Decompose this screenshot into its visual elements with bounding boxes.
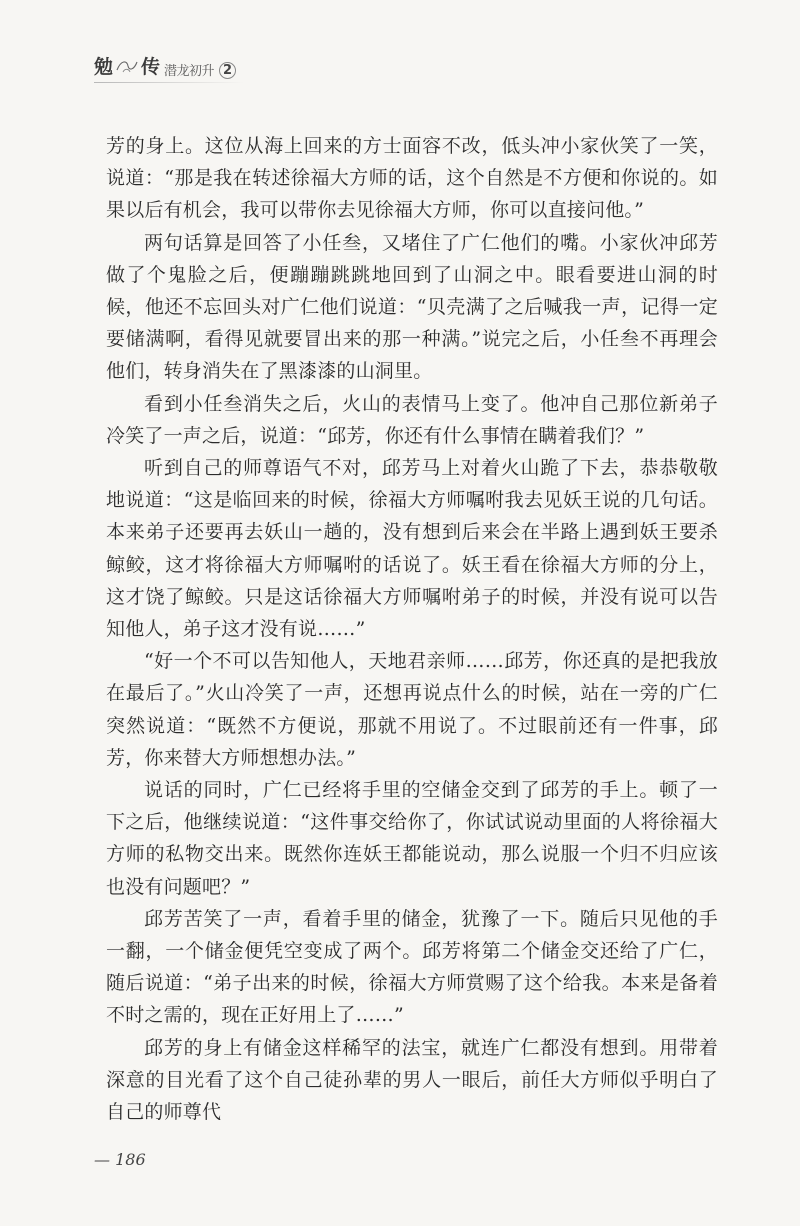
paragraph: 说话的同时，广仁已经将手里的空储金交到了邱芳的手上。顿了一下之后，他继续说道：“这件事交给你了，你试试说动里面的人将徐福大方师的私物交出来。既然你连妖王都能说动，那么说服一个归不归应该也没有问题吧？”: [106, 779, 718, 898]
swirl-ornament-icon: [115, 58, 139, 74]
running-head-subtitle: 潜龙初升: [164, 64, 215, 79]
paragraph: 芳的身上。这位从海上回来的方士面容不改，低头冲小家伙笑了一笑，说道：“那是我在转述徐福大方师的话，这个自然是不方便和你说的。如果以后有机会，我可以带你去见徐福大方师，你可以直接问他。”: [106, 135, 718, 222]
paragraph: 邱芳苦笑了一声，看着手里的储金，犹豫了一下。随后只见他的手一翻，一个储金便凭空变成了两个。邱芳将第二个储金交还给了广仁，随后说道：“弟子出来的时候，徐福大方师赏赐了这个给我。本来是备着不时之需的，现在正好用上了……”: [106, 907, 718, 1027]
running-head-char-2: 传: [141, 56, 161, 78]
running-head-char-1: 勉: [94, 56, 114, 78]
paragraph: 邱芳的身上有储金这样稀罕的法宝，就连广仁都没有想到。用带着深意的目光看了这个自己徒孙辈的男人一眼后，前任大方师似乎明白了自己的师尊代: [106, 1036, 718, 1124]
page-number: — 186: [94, 1150, 146, 1169]
running-head-volume-badge: 2: [219, 62, 236, 79]
paragraph: 两句话算是回答了小任叁，又堵住了广仁他们的嘴。小家伙冲邱芳做了个鬼脸之后，便蹦蹦跳跳地回到了山洞之中。眼看要进山洞的时候，他还不忘回头对广仁他们说道：“贝壳满了之后喊我一声，记得一定要储满啊，看得见就要冒出来的那一种满。”说完之后，小任叁不再理会他们，转身消失在了黑漆漆的山洞里。: [106, 231, 718, 383]
running-head-rule: [94, 82, 244, 83]
paragraph: 看到小任叁消失之后，火山的表情马上变了。他冲自己那位新弟子冷笑了一声之后，说道：“邱芳，你还有什么事情在瞒着我们？”: [106, 392, 718, 447]
paragraph: 听到自己的师尊语气不对，邱芳马上对着火山跪了下去，恭恭敬敬地说道：“这是临回来的时候，徐福大方师嘱咐我去见妖王说的几句话。本来弟子还要再去妖山一趟的，没有想到后来会在半路上遇到妖王要杀鲸鲛，这才将徐福大方师嘱咐的话说了。妖王看在徐福大方师的分上，这才饶了鲸鲛。只是这话徐福大方师嘱咐弟子的时候，并没有说可以告知他人，弟子这才没有说……”: [106, 457, 718, 641]
running-head: [94, 52, 236, 79]
paragraph: “好一个不可以告知他人，天地君亲师……邱芳，你还真的是把我放在最后了。”火山冷笑了一声，还想再说点什么的时候，站在一旁的广仁突然说道：“既然不方便说，那就不用说了。不过眼前还有一件事，邱芳，你来替大方师想想办法。”: [106, 650, 718, 769]
body-text: [106, 130, 718, 1128]
